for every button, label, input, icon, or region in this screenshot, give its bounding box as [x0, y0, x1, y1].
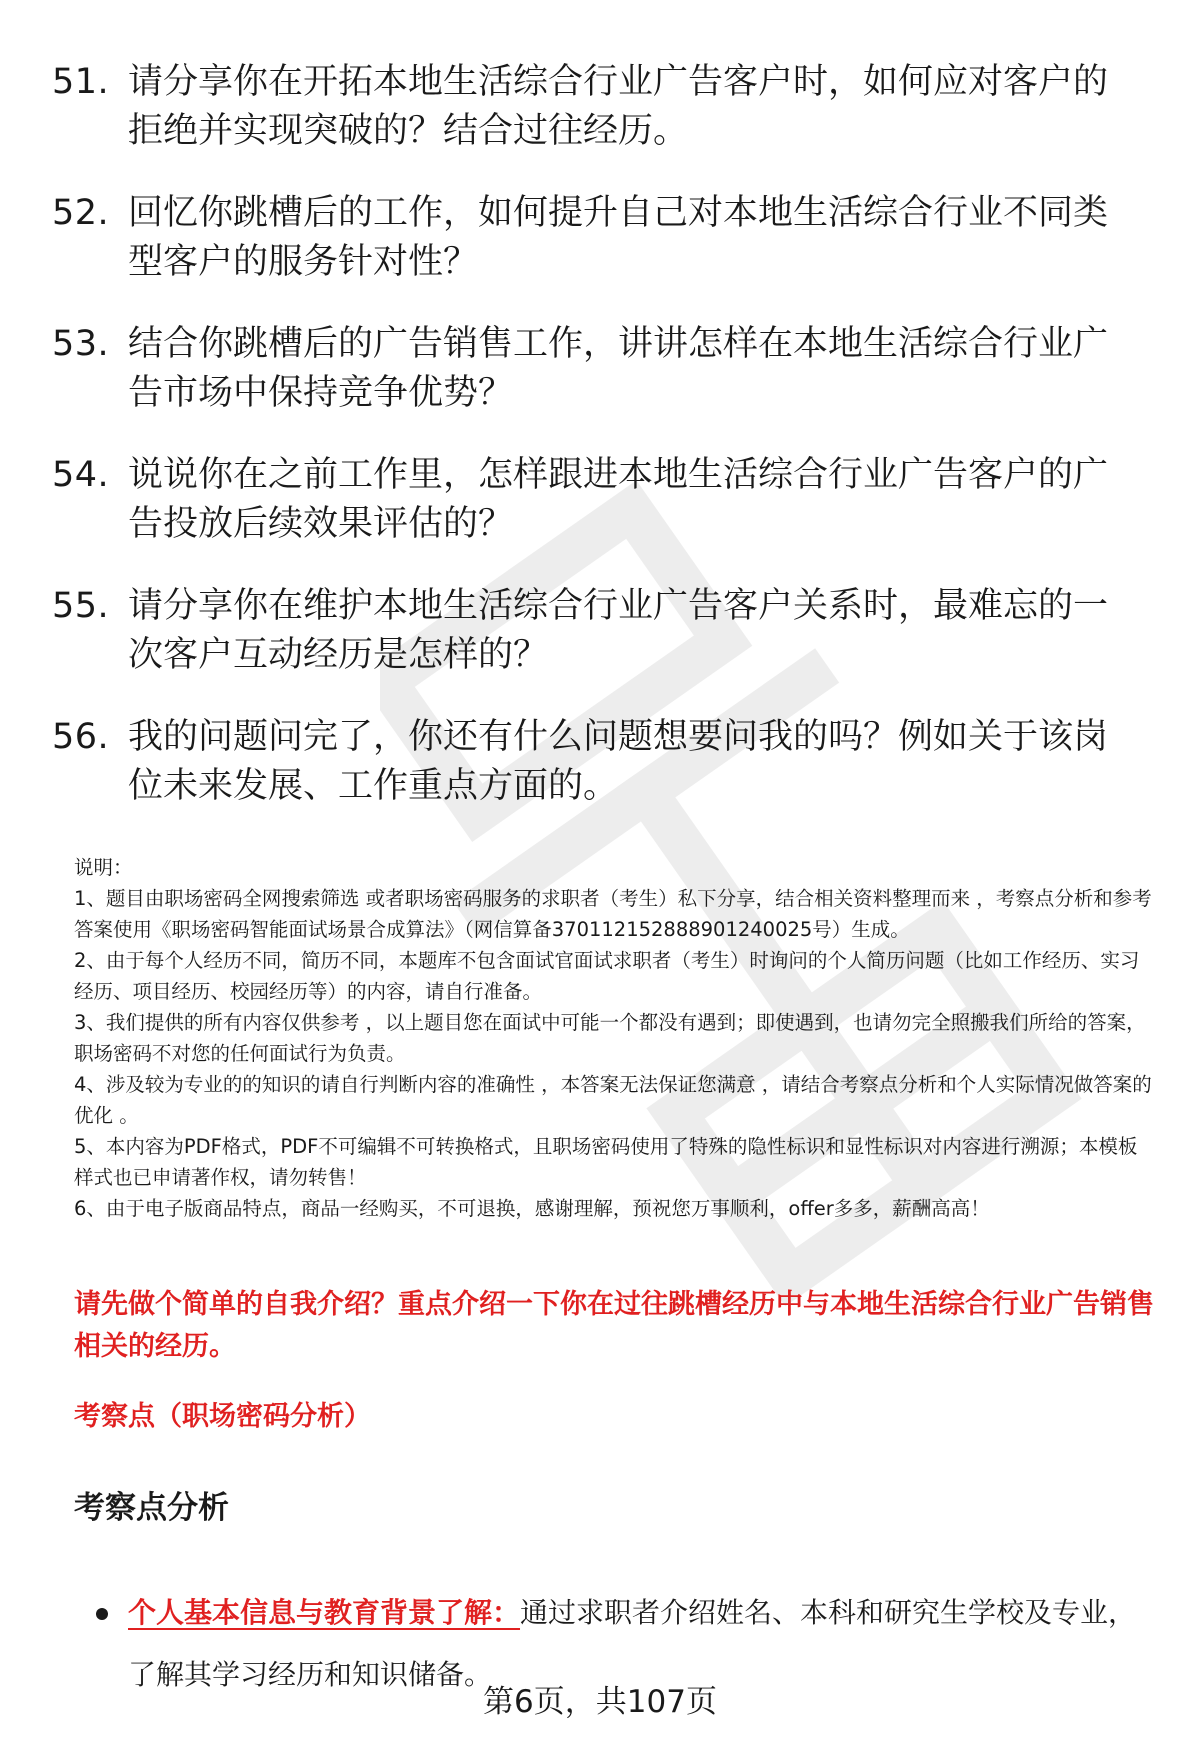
analysis-heading: 考察点分析 — [74, 1490, 229, 1526]
question-text: 说说你在之前工作里，怎样跟进本地生活综合行业广告客户的广告投放后续效果评估的？ — [128, 455, 1109, 544]
note-item: 5、本内容为PDF格式，PDF不可编辑不可转换格式，且职场密码使用了特殊的隐性标识和显性标识对内容进行溯源；本模板样式也已申请著作权，请勿转售！ — [74, 1135, 1138, 1189]
question-text: 请分享你在开拓本地生活综合行业广告客户时，如何应对客户的拒绝并实现突破的？结合过往经历。 — [128, 62, 1109, 151]
question-number: 53. — [52, 324, 110, 364]
exam-point-label: 考察点（职场密码分析） — [74, 1401, 371, 1432]
question-text: 我的问题问完了，你还有什么问题想要问我的吗？例如关于该岗位未来发展、工作重点方面的。 — [128, 717, 1109, 806]
question-text: 请分享你在维护本地生活综合行业广告客户关系时，最难忘的一次客户互动经历是怎样的？ — [128, 586, 1109, 675]
question-list — [52, 58, 1142, 844]
note-item: 1、题目由职场密码全网搜索筛选 或者职场密码服务的求职者（考生）私下分享，结合相关资料整理而来 ，考察点分析和参考答案使用《职场密码智能面试场景合成算法》（网信算备370112152888901240025号）生成。 — [74, 887, 1152, 941]
question-number: 51. — [52, 62, 110, 102]
note-item: 6、由于电子版商品特点，商品一经购买，不可退换，感谢理解，预祝您万事顺利，offer多多，薪酬高高！ — [74, 1197, 990, 1220]
question-item — [52, 58, 1142, 156]
note-item: 3、我们提供的所有内容仅供参考 ，以上题目您在面试中可能一个都没有遇到；即使遇到，也请勿完全照搬我们所给的答案，职场密码不对您的任何面试行为负责。 — [74, 1011, 1146, 1065]
notes-section — [74, 852, 1154, 1224]
intro-question: 请先做个简单的自我介绍？重点介绍一下你在过往跳槽经历中与本地生活综合行业广告销售相关的经历。 — [74, 1289, 1154, 1362]
question-number: 55. — [52, 586, 110, 626]
bullet-text: 通过求职者介绍姓名、本科和研究生学校及专业，了解其学习经历和知识储备。 — [128, 1596, 1137, 1691]
question-number: 56. — [52, 717, 110, 757]
bullet-title: 个人基本信息与教育背景了解： — [128, 1596, 521, 1629]
question-text: 回忆你跳槽后的工作，如何提升自己对本地生活综合行业不同类型客户的服务针对性？ — [128, 193, 1109, 282]
question-number: 52. — [52, 193, 110, 233]
bullet-dot-icon — [96, 1608, 108, 1620]
question-number: 54. — [52, 455, 110, 495]
question-text: 结合你跳槽后的广告销售工作，讲讲怎样在本地生活综合行业广告市场中保持竞争优势？ — [128, 324, 1109, 413]
question-item — [52, 320, 1142, 418]
page-footer: 第6页，共107页 — [483, 1684, 717, 1720]
question-item — [52, 189, 1142, 287]
question-item — [52, 713, 1142, 811]
notes-title: 说明： — [74, 856, 133, 879]
note-item: 4、涉及较为专业的的知识的请自行判断内容的准确性 ，本答案无法保证您满意 ，请结合考察点分析和个人实际情况做答案的优化 。 — [74, 1073, 1152, 1127]
note-item: 2、由于每个人经历不同，简历不同，本题库不包含面试官面试求职者（考生）时询问的个人简历问题（比如工作经历、实习经历、项目经历、校园经历等）的内容，请自行准备。 — [74, 949, 1140, 1003]
question-item — [52, 582, 1142, 680]
question-item — [52, 451, 1142, 549]
